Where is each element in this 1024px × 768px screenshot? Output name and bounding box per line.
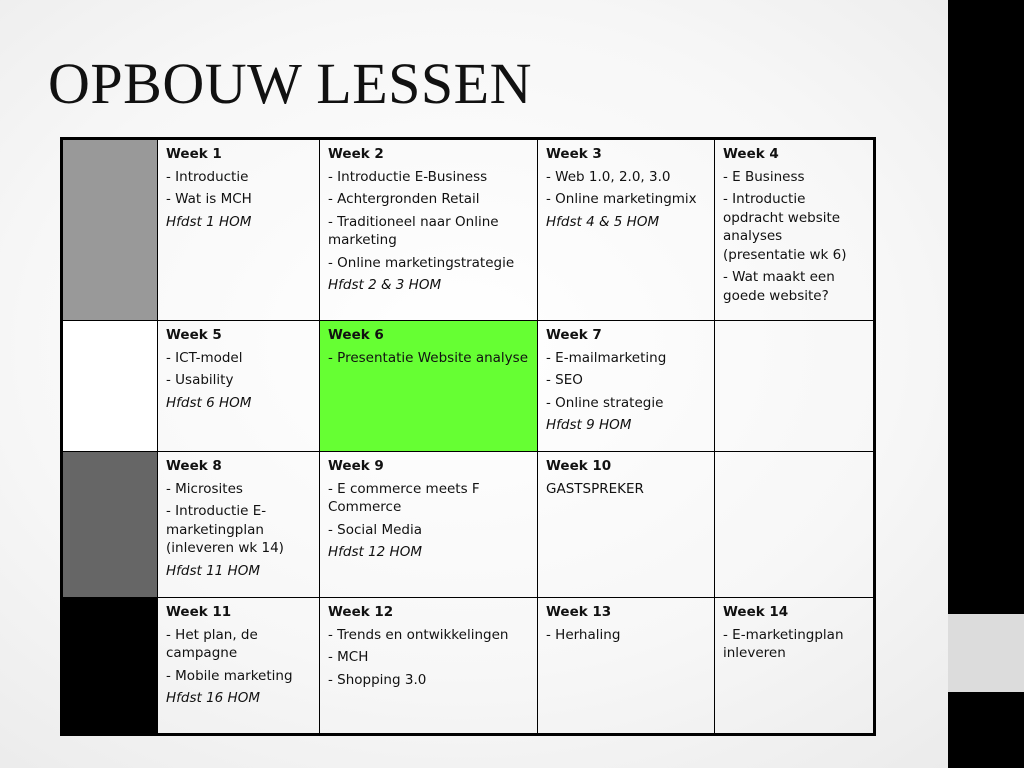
topic-item: - Wat maakt een goede website? <box>723 269 835 304</box>
chapter-reference: Hfdst 1 HOM <box>166 213 252 230</box>
week-3-cell <box>538 139 715 321</box>
week-label: Week 13 <box>546 604 612 620</box>
topic-item: - Trends en ontwikkelingen <box>328 626 509 643</box>
week-8-cell <box>158 452 320 598</box>
topic-item: GASTSPREKER <box>546 480 644 497</box>
row-color-swatch <box>62 321 158 452</box>
week-label: Week 8 <box>166 458 222 474</box>
topic-item: - Herhaling <box>546 626 621 643</box>
week-14-cell <box>715 598 875 735</box>
week-12-cell <box>320 598 538 735</box>
topic-item: - Mobile marketing <box>166 667 293 684</box>
topic-item: - Traditioneel naar Online marketing <box>328 213 499 248</box>
topic-item: - SEO <box>546 372 583 388</box>
table-row <box>62 598 875 735</box>
chapter-reference: Hfdst 4 & 5 HOM <box>546 213 660 230</box>
week-label: Week 2 <box>328 146 384 162</box>
topic-item: - Online marketingmix <box>546 191 697 207</box>
week-label: Week 7 <box>546 327 602 343</box>
week-label: Week 10 <box>546 458 612 474</box>
week-label: Week 9 <box>328 458 384 474</box>
week-5-cell <box>158 321 320 452</box>
chapter-reference: Hfdst 6 HOM <box>166 394 252 411</box>
empty-cell <box>715 321 875 452</box>
week-9-cell <box>320 452 538 598</box>
row-color-swatch <box>62 452 158 598</box>
week-10-cell <box>538 452 715 598</box>
topic-item: - E commerce meets F Commerce <box>328 480 480 515</box>
week-label: Week 11 <box>166 604 232 620</box>
topic-item: - Achtergronden Retail <box>328 191 480 207</box>
topic-item: - Web 1.0, 2.0, 3.0 <box>546 168 671 185</box>
slide-title: OPBOUW LESSEN <box>48 51 532 116</box>
topic-item: - ICT-model <box>166 349 243 366</box>
lesson-schedule-table <box>60 137 876 736</box>
week-7-cell <box>538 321 715 452</box>
week-label: Week 12 <box>328 604 394 620</box>
week-label: Week 14 <box>723 604 789 620</box>
topic-item: - Microsites <box>166 480 243 497</box>
week-2-cell <box>320 139 538 321</box>
row-color-swatch <box>62 139 158 321</box>
topic-item: - Online marketingstrategie <box>328 254 515 271</box>
topic-item: - E-mailmarketing <box>546 349 667 366</box>
week-6-cell-highlighted <box>320 321 538 452</box>
chapter-reference: Hfdst 11 HOM <box>166 562 260 579</box>
chapter-reference: Hfdst 9 HOM <box>546 417 632 433</box>
week-label: Week 4 <box>723 146 779 162</box>
topic-item: - E Business <box>723 168 805 185</box>
week-label: Week 1 <box>166 146 222 162</box>
week-label: Week 5 <box>166 327 222 343</box>
topic-item: - MCH <box>328 649 369 665</box>
topic-item: - Introductie <box>166 168 249 185</box>
topic-item: - Wat is MCH <box>166 191 252 207</box>
week-1-cell <box>158 139 320 321</box>
topic-item: - Online strategie <box>546 394 664 411</box>
table-row <box>62 321 875 452</box>
row-color-swatch <box>62 598 158 735</box>
topic-item: - Introductie opdracht website analyses (presentatie wk 6) <box>723 191 847 263</box>
topic-item: - Het plan, de campagne <box>166 626 258 661</box>
topic-item: - Introductie E-marketingplan (inleveren wk 14) <box>166 503 284 556</box>
topic-item: - Presentatie Website analyse <box>328 349 529 366</box>
table-row <box>62 139 875 321</box>
week-11-cell <box>158 598 320 735</box>
side-accent-bar <box>948 0 1024 768</box>
chapter-reference: Hfdst 16 HOM <box>166 690 260 706</box>
topic-item: - Social Media <box>328 521 423 538</box>
table-row <box>62 452 875 598</box>
topic-item: - E-marketingplan inleveren <box>723 626 844 661</box>
topic-item: - Shopping 3.0 <box>328 671 427 688</box>
chapter-reference: Hfdst 2 & 3 HOM <box>328 277 442 293</box>
topic-item: - Introductie E-Business <box>328 168 488 185</box>
week-13-cell <box>538 598 715 735</box>
empty-cell <box>715 452 875 598</box>
side-accent-light-block <box>948 614 1024 692</box>
topic-item: - Usability <box>166 372 234 388</box>
week-label: Week 6 <box>328 327 384 343</box>
week-label: Week 3 <box>546 146 602 162</box>
week-4-cell <box>715 139 875 321</box>
chapter-reference: Hfdst 12 HOM <box>328 544 422 560</box>
